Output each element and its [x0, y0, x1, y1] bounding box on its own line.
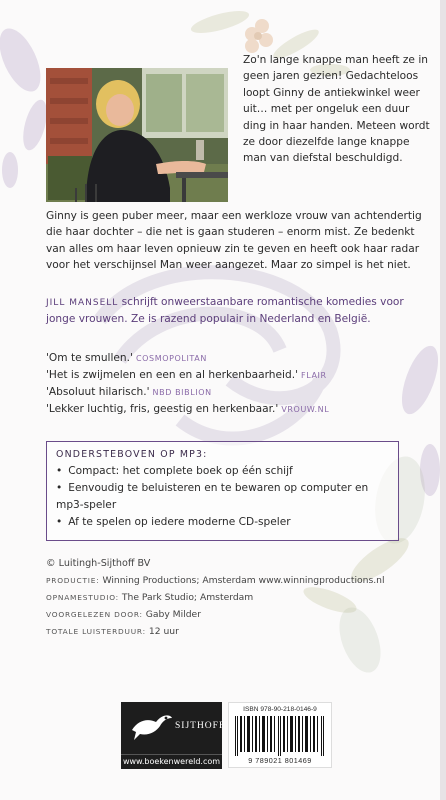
blurb-intro-paragraph — [243, 52, 433, 167]
bird-logo-icon — [126, 708, 176, 748]
mp3-feature-box — [46, 441, 399, 541]
credit-value: 12 uur — [148, 626, 179, 637]
credit-label: PRODUCTIE: — [46, 576, 100, 585]
credit-value: The Park Studio; Amsterdam — [121, 592, 254, 603]
quote-source: NBD BIBLION — [152, 388, 212, 397]
credit-label: VOORGELEZEN DOOR: — [46, 610, 143, 619]
mp3-feature-list — [56, 463, 389, 531]
production-credits — [46, 555, 406, 640]
credit-value: Gaby Milder — [145, 609, 201, 620]
credit-reader — [46, 606, 406, 623]
credit-studio — [46, 589, 406, 606]
blurb-main-paragraph — [46, 208, 436, 274]
author-photo — [46, 68, 228, 202]
blurb-intro-text: Zo'n lange knappe man heeft ze in geen jaren gezien! Gedachteloos loopt Ginny de antiekwinkel weer uit… met per ongeluk een duur ding in haar handen. Meteen wordt ze door diezelfde lange knappe man van diefstal beschuldigd. — [243, 54, 430, 165]
mp3-box-title: ONDERSTEBOVEN OP MP3: — [56, 449, 208, 460]
barcode-number: 9 789021 801469 — [248, 756, 312, 765]
press-quote — [46, 401, 436, 418]
quote-source: COSMOPOLITAN — [135, 354, 207, 363]
copyright-line: © Luitingh-Sijthoff BV — [46, 558, 151, 569]
press-quote — [46, 367, 436, 384]
press-quotes — [46, 350, 436, 418]
quote-text: 'Absoluut hilarisch.' — [46, 386, 150, 398]
barcode-graphic — [235, 716, 325, 756]
quote-text: 'Lekker luchtig, fris, geestig en herkenbaar.' — [46, 403, 279, 415]
credit-label: TOTALE LUISTERDUUR: — [46, 627, 146, 636]
press-quote — [46, 384, 436, 401]
credit-duration — [46, 623, 406, 640]
spine-edge — [440, 0, 446, 800]
publisher-url: www.boekenwereld.com — [121, 754, 222, 769]
barcode-label — [228, 702, 332, 768]
quote-source: FLAIR — [301, 371, 327, 380]
credit-value: Winning Productions; Amsterdam www.winningproductions.nl — [102, 575, 385, 586]
press-quote — [46, 350, 436, 367]
quote-text: 'Om te smullen.' — [46, 352, 133, 364]
mp3-feature-item: • Eenvoudig te beluisteren en te bewaren op computer en mp3-speler — [56, 480, 389, 514]
author-name: JILL MANSELL — [46, 298, 119, 308]
mp3-feature-item: • Compact: het complete boek op één schijf — [56, 463, 389, 480]
blurb-main-text: Ginny is geen puber meer, maar een werkloze vrouw van achtendertig die haar dochter – die net is gaan studeren – enorm mist. Ze bedenkt van alles om haar leven opnieuw zin te geven en heeft ook haar radar voor het verschijnsel Man weer aangezet. Maar zo simpel is het niet. — [46, 210, 422, 272]
author-statement — [46, 294, 436, 328]
publisher-logo — [121, 702, 226, 754]
quote-source: VROUW.NL — [281, 405, 330, 414]
isbn-text: ISBN 978-90-218-0146-9 — [243, 706, 317, 713]
publisher-name: SIJTHOFF — [175, 721, 226, 731]
quote-text: 'Het is zwijmelen en een en al herkenbaarheid.' — [46, 369, 298, 381]
author-text: schrijft onweerstaanbare romantische komedies voor jonge vrouwen. Ze is razend populair in Nederland en België. — [46, 296, 404, 326]
mp3-feature-item: • Af te spelen op iedere moderne CD-speler — [56, 514, 389, 531]
credit-production — [46, 572, 406, 589]
credit-label: OPNAMESTUDIO: — [46, 593, 119, 602]
